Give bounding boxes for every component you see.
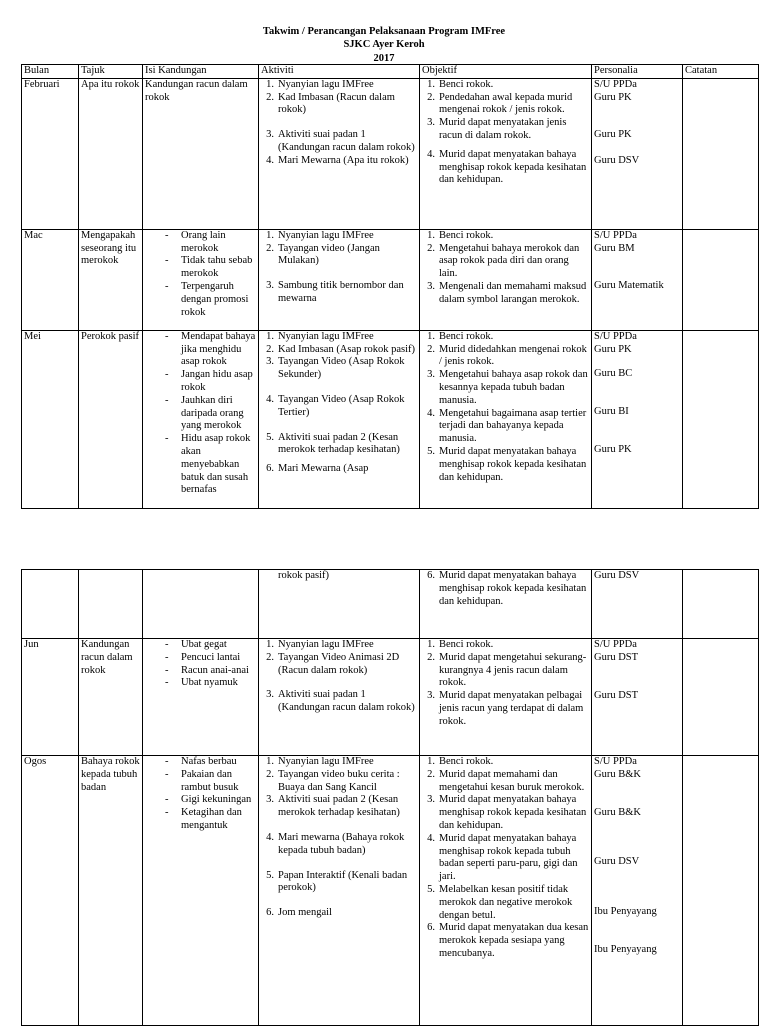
personalia-item: Guru PK xyxy=(594,343,632,355)
cell-catatan xyxy=(683,570,759,639)
list-item: 5. Melabelkan kesan positif tidak merokok dan negative merokok dengan betul. xyxy=(427,883,573,921)
cell-personalia xyxy=(592,639,683,756)
list-item: - Gigi kekuningan xyxy=(165,794,252,806)
spacer xyxy=(261,858,417,870)
list-item: 2. Murid dapat memahami dan mengetahui kesan buruk merokok. xyxy=(427,768,585,793)
cell-catatan xyxy=(683,639,759,756)
list-item: 1. Nyanyian lagu IMFree xyxy=(266,330,374,342)
list-item: 6. Murid dapat menyatakan dua kesan merokok kepada sesiapa yang mencubanya. xyxy=(427,922,589,959)
cell-objektif xyxy=(420,639,592,756)
list-item: 6. Jom mengail xyxy=(266,907,332,919)
list-item: 3. Mengenali dan memahami maksud dalam symbol larangan merokok. xyxy=(427,280,587,305)
list-item: 2. Murid dapat mengetahui sekurang-kurangnya 4 jenis racun dalam rokok. xyxy=(427,651,587,689)
header-isi-kandungan: Isi Kandungan xyxy=(143,65,259,79)
cell-personalia xyxy=(592,570,683,639)
list-item: - Ketagihan dan mengantuk xyxy=(165,807,242,831)
cell-bulan: Ogos xyxy=(22,756,79,1026)
cell-bulan: Jun xyxy=(22,639,79,756)
list-item: 2. Tayangan video buku cerita : Buaya dan Sang Kancil xyxy=(266,768,400,793)
cell-catatan xyxy=(683,756,759,1026)
list-item: 4. Murid dapat menyatakan bahaya menghisap rokok kepada kesihatan dan kehidupan. xyxy=(427,148,587,186)
plan-table-page-1 xyxy=(21,64,759,509)
personalia-item: S/U PPDa xyxy=(594,330,637,342)
personalia-item: Guru DSV xyxy=(594,856,640,868)
cell-objektif xyxy=(420,756,592,1026)
cell-isi xyxy=(143,570,259,639)
cell-objektif xyxy=(420,78,592,229)
spacer xyxy=(261,677,417,689)
cell-aktiviti xyxy=(259,229,420,330)
personalia-item: S/U PPDa xyxy=(594,78,637,90)
personalia-item: S/U PPDa xyxy=(594,229,637,241)
list-item: 4. Murid dapat menyatakan bahaya menghisap rokok kepada tubuh badan seperti paru-paru, gigi dan jari. xyxy=(427,832,578,883)
cell-bulan xyxy=(22,570,79,639)
cell-aktiviti xyxy=(259,78,420,229)
list-item: 2. Pendedahan awal kepada murid mengenai rokok / jenis rokok. xyxy=(427,91,573,116)
cell-isi xyxy=(143,330,259,508)
list-item: 3. Murid dapat menyatakan pelbagai jenis racun yang terdapat di dalam rokok. xyxy=(427,690,584,727)
cell-tajuk: Bahaya rokok kepada tubuh badan xyxy=(79,756,143,1026)
spacer xyxy=(261,820,417,832)
cell-objektif xyxy=(420,229,592,330)
list-item: 1. Benci rokok. xyxy=(427,330,494,342)
cell-bulan: Mac xyxy=(22,229,79,330)
list-item: 3. Murid dapat menyatakan bahaya menghisap rokok kepada kesihatan dan kehidupan. xyxy=(427,794,587,831)
table-header-row xyxy=(22,65,759,79)
list-item: 2. Kad Imbasan (Racun dalam rokok) xyxy=(266,91,395,116)
personalia-item: Guru PK xyxy=(594,443,632,455)
list-item: 3. Aktiviti suai padan 2 (Kesan merokok terhadap kesihatan) xyxy=(266,794,400,819)
personalia-item: Guru PK xyxy=(594,129,632,141)
cell-personalia xyxy=(592,229,683,330)
personalia-item: Guru B&K xyxy=(594,806,641,818)
list-item: 1. Nyanyian lagu IMFree xyxy=(266,756,374,767)
list-item: 5. Aktiviti suai padan 2 (Kesan merokok terhadap kesihatan) xyxy=(266,431,400,456)
list-item: 6. Mari Mewarna (Asap xyxy=(266,463,369,475)
personalia-item: S/U PPDa xyxy=(594,756,637,767)
list-item: 6. Murid dapat menyatakan bahaya menghisap rokok kepada kesihatan dan kehidupan. xyxy=(427,570,587,607)
table-row xyxy=(22,756,759,1026)
school-name: SJKC Ayer Keroh xyxy=(343,39,425,51)
personalia-item: Guru DSV xyxy=(594,155,640,167)
list-item: - Ubat gegat xyxy=(165,639,227,650)
list-item: - Nafas berbau xyxy=(165,756,237,767)
cell-personalia xyxy=(592,756,683,1026)
list-item: 2. Murid didedahkan mengenai rokok / jenis rokok. xyxy=(427,343,587,368)
list-item: 1. Benci rokok. xyxy=(427,756,494,767)
personalia-item: Guru DSV xyxy=(594,570,640,581)
cell-aktiviti xyxy=(259,330,420,508)
plan-table-page-2 xyxy=(21,569,759,1026)
list-item: - Mendapat bahaya jika menghidu asap rokok xyxy=(165,330,256,368)
cell-isi xyxy=(143,756,259,1026)
document-year: 2017 xyxy=(373,52,395,64)
header-tajuk: Tajuk xyxy=(79,65,143,79)
cell-tajuk: Perokok pasif xyxy=(79,330,143,508)
header-aktiviti: Aktiviti xyxy=(259,65,420,79)
header-personalia: Personalia xyxy=(592,65,683,79)
personalia-item: Guru BC xyxy=(594,368,633,380)
spacer xyxy=(261,382,417,394)
list-item: 3. Murid dapat menyatakan jenis racun di dalam rokok. xyxy=(427,117,567,141)
cell-tajuk: Kandungan racun dalam rokok xyxy=(79,639,143,756)
table-row xyxy=(22,639,759,756)
header-objektif: Objektif xyxy=(420,65,592,79)
list-item: 3. Tayangan Video (Asap Rokok Sekunder) xyxy=(266,356,405,381)
cell-aktiviti xyxy=(259,639,420,756)
cell-personalia xyxy=(592,330,683,508)
list-item: 4. Mari Mewarna (Apa itu rokok) xyxy=(266,154,409,166)
list-item: - Pencuci lantai xyxy=(165,651,241,663)
list-item: 3. Aktiviti suai padan 1 (Kandungan racun dalam rokok) xyxy=(266,129,415,153)
list-item: - Pakaian dan rambut busuk xyxy=(165,768,239,793)
list-item: 1. Benci rokok. xyxy=(427,639,494,650)
cell-catatan xyxy=(683,330,759,508)
cell-bulan: Februari xyxy=(22,78,79,229)
cell-bulan: Mei xyxy=(22,330,79,508)
cell-personalia xyxy=(592,78,683,229)
personalia-item: S/U PPDa xyxy=(594,639,637,650)
list-item: 4. Tayangan Video (Asap Rokok Tertier) xyxy=(266,393,405,418)
document-title: Takwim / Perancangan Pelaksanaan Program IMFree xyxy=(262,26,506,37)
table-row xyxy=(22,78,759,229)
personalia-item: Guru BM xyxy=(594,242,635,254)
list-item: 2. Kad Imbasan (Asap rokok pasif) xyxy=(266,343,416,355)
personalia-item: Guru B&K xyxy=(594,768,641,780)
cell-isi xyxy=(143,229,259,330)
cell-catatan xyxy=(683,78,759,229)
spacer xyxy=(261,420,417,432)
list-item: - Jauhkan diri daripada orang yang merokok xyxy=(165,394,244,432)
list-item: 3. Sambung titik bernombor dan mewarna xyxy=(266,280,404,304)
list-item: - Ubat nyamuk xyxy=(165,677,238,689)
personalia-item: Guru PK xyxy=(594,91,632,103)
cell-objektif xyxy=(420,330,592,508)
table-row xyxy=(22,229,759,330)
list-item: 5. Papan Interaktif (Kenali badan perokok) xyxy=(266,869,408,894)
list-item: 5. Murid dapat menyatakan bahaya menghisap rokok kepada kesihatan dan kehidupan. xyxy=(427,445,587,483)
personalia-item: Guru Matematik xyxy=(594,280,664,292)
cell-tajuk: Mengapakah seseorang itu merokok xyxy=(79,229,143,330)
cell-isi: Kandungan racun dalam rokok xyxy=(143,78,259,229)
spacer xyxy=(261,268,417,280)
list-item: 1. Nyanyian lagu IMFree xyxy=(266,78,374,90)
spacer xyxy=(261,895,417,907)
personalia-item: Guru BI xyxy=(594,406,629,418)
list-item: 3. Aktiviti suai padan 1 (Kandungan racun dalam rokok) xyxy=(266,689,415,714)
list-item: 1. Benci rokok. xyxy=(427,229,494,241)
header-bulan: Bulan xyxy=(22,65,79,79)
list-item: - Jangan hidu asap rokok xyxy=(165,369,253,393)
table-row xyxy=(22,330,759,508)
list-item: 4. Mengetahui bagaimana asap tertier terjadi dan bahayanya kepada manusia. xyxy=(427,407,587,445)
cell-aktiviti xyxy=(259,756,420,1026)
list-item: 1. Nyanyian lagu IMFree xyxy=(266,639,374,650)
list-item: 4. Mari mewarna (Bahaya rokok kepada tubuh badan) xyxy=(266,831,405,856)
personalia-item: Ibu Penyayang xyxy=(594,943,657,955)
table-row xyxy=(22,570,759,639)
personalia-item: Guru DST xyxy=(594,651,639,663)
list-item: - Racun anai-anai xyxy=(165,664,249,676)
personalia-item: Guru DST xyxy=(594,689,639,701)
cell-catatan xyxy=(683,229,759,330)
cell-isi xyxy=(143,639,259,756)
list-item: 1. Benci rokok. xyxy=(427,78,494,90)
cell-aktiviti xyxy=(259,570,420,639)
list-item: - Tidak tahu sebab merokok xyxy=(165,255,253,280)
list-item: rokok pasif) xyxy=(278,570,330,581)
list-item: - Hidu asap rokok akan menyebabkan batuk dan susah bernafas xyxy=(165,433,251,496)
list-item: 3. Mengetahui bahaya asap rokok dan kesannya kepada tubuh badan manusia. xyxy=(427,369,588,406)
document-title-block xyxy=(0,25,768,65)
list-item: 2. Tayangan Video Animasi 2D (Racun dalam rokok) xyxy=(266,651,400,676)
cell-tajuk: Apa itu rokok xyxy=(79,78,143,229)
cell-tajuk xyxy=(79,570,143,639)
list-item: 2. Tayangan video (Jangan Mulakan) xyxy=(266,242,380,267)
list-item: - Terpengaruh dengan promosi rokok xyxy=(165,280,249,318)
list-item: 2. Mengetahui bahaya merokok dan asap rokok pada diri dan orang lain. xyxy=(427,242,580,280)
spacer xyxy=(261,117,417,129)
list-item: 1. Nyanyian lagu IMFree xyxy=(266,229,374,241)
personalia-item: Ibu Penyayang xyxy=(594,906,657,918)
cell-objektif xyxy=(420,570,592,639)
list-item: - Orang lain merokok xyxy=(165,229,226,254)
header-catatan: Catatan xyxy=(683,65,759,79)
